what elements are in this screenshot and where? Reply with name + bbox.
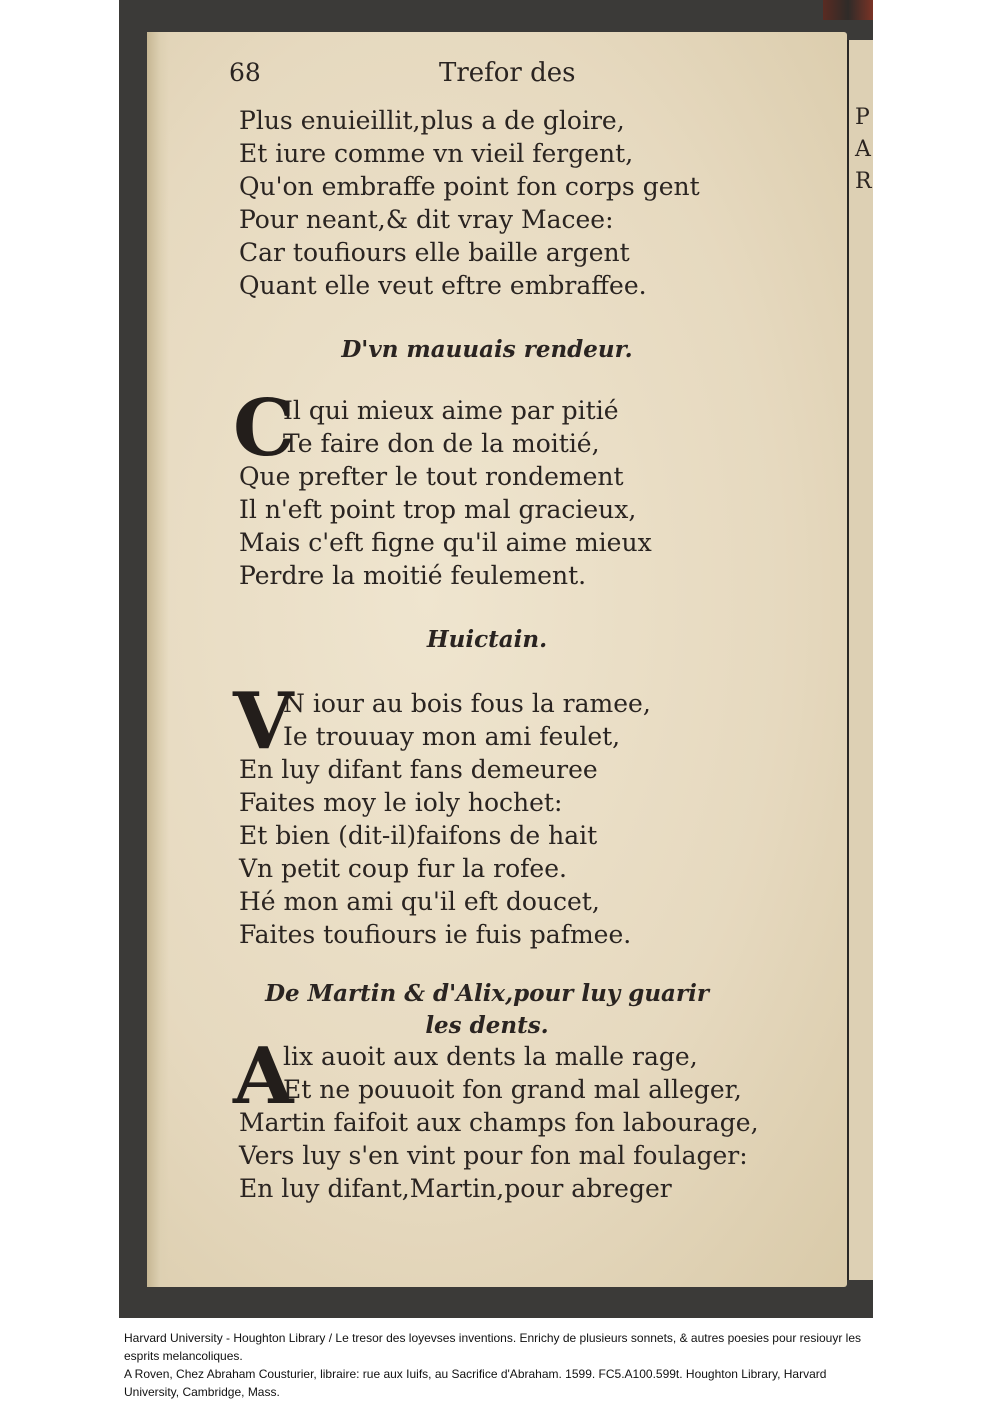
verse-line: Faites moy le ioly hochet: <box>239 788 563 817</box>
facing-page-edge <box>847 40 873 1280</box>
facing-letter: R <box>855 169 872 194</box>
book-cover-edge <box>823 0 873 20</box>
verse-line: En luy difant fans demeuree <box>239 755 598 784</box>
verse-line: N iour au bois fous la ramee, <box>283 689 651 718</box>
verse-line: Il n'eft point trop mal gracieux, <box>239 495 637 524</box>
facing-letter: P <box>855 105 870 130</box>
page-gutter-shadow <box>147 32 169 1287</box>
drop-cap: A <box>233 1031 294 1122</box>
verse-line: lix auoit aux dents la malle rage, <box>283 1042 698 1071</box>
verse-line: Et ne pouuoit fon grand mal alleger, <box>283 1075 742 1104</box>
caption-line: Harvard University - Houghton Library / Le tresor des loyevses inventions. Enrichy de plusieurs sonnets, & autres poesies pour resiouyr les esprits melancoliques. <box>124 1331 862 1363</box>
verse-line: Et iure comme vn vieil fergent, <box>239 139 634 168</box>
running-head <box>229 58 749 92</box>
verse-line: Martin faifoit aux champs fon labourage, <box>239 1108 759 1137</box>
page-number: 68 <box>229 58 261 87</box>
caption-line: A Roven, Chez Abraham Cousturier, libraire: rue aux Iuifs, au Sacrifice d'Abraham. 1599. FC5.A100.599t. Houghton Library, Harvard University, Cambridge, Mass. <box>124 1367 827 1399</box>
stanza-3 <box>233 676 759 951</box>
library-caption <box>124 1329 864 1401</box>
verse-line: Qu'on embraffe point fon corps gent <box>239 172 700 201</box>
facing-page-letters <box>855 102 873 198</box>
verse-line: Que prefter le tout rondement <box>239 462 624 491</box>
stanza-4 <box>233 1031 759 1205</box>
scan-photograph <box>119 0 873 1318</box>
verse-line: Vers luy s'en vint pour fon mal foulager: <box>239 1141 748 1170</box>
verse-line: Perdre la moitié feulement. <box>239 561 587 590</box>
running-title: Trefor des <box>439 58 576 88</box>
verse-line: En luy difant,Martin,pour abreger <box>239 1174 672 1203</box>
drop-cap: C <box>233 383 296 474</box>
drop-cap: V <box>233 676 294 767</box>
verse-line: Et bien (dit-il)faifons de hait <box>239 821 598 850</box>
poem-heading-line: les dents. <box>425 1012 549 1039</box>
verse-line: Mais c'eft figne qu'il aime mieux <box>239 528 652 557</box>
book-page <box>147 32 847 1287</box>
poem-heading: D'vn mauuais rendeur. <box>341 336 633 363</box>
poem-heading-line: De Martin & d'Alix,pour luy guarir <box>265 980 709 1007</box>
verse-line: Te faire don de la moitié, <box>283 429 600 458</box>
verse-line: Hé mon ami qu'il eft doucet, <box>239 887 600 916</box>
verse-line: Plus enuieillit,plus a de gloire, <box>239 106 625 135</box>
verse-line: Pour neant,& dit vray Macee: <box>239 205 614 234</box>
verse-line: Ie trouuay mon ami feulet, <box>283 722 621 751</box>
poem-heading: Huictain. <box>426 626 548 653</box>
verse-line: Faites toufiours ie fuis pafmee. <box>239 920 632 949</box>
verse-line: Quant elle veut eftre embraffee. <box>239 271 647 300</box>
stanza-1 <box>239 104 759 302</box>
verse-line: Car toufiours elle baille argent <box>239 238 630 267</box>
facing-letter: A <box>855 137 871 162</box>
verse-line: Vn petit coup fur la rofee. <box>239 854 567 883</box>
stanza-2 <box>233 383 759 592</box>
verse-line: Il qui mieux aime par pitié <box>283 396 619 425</box>
